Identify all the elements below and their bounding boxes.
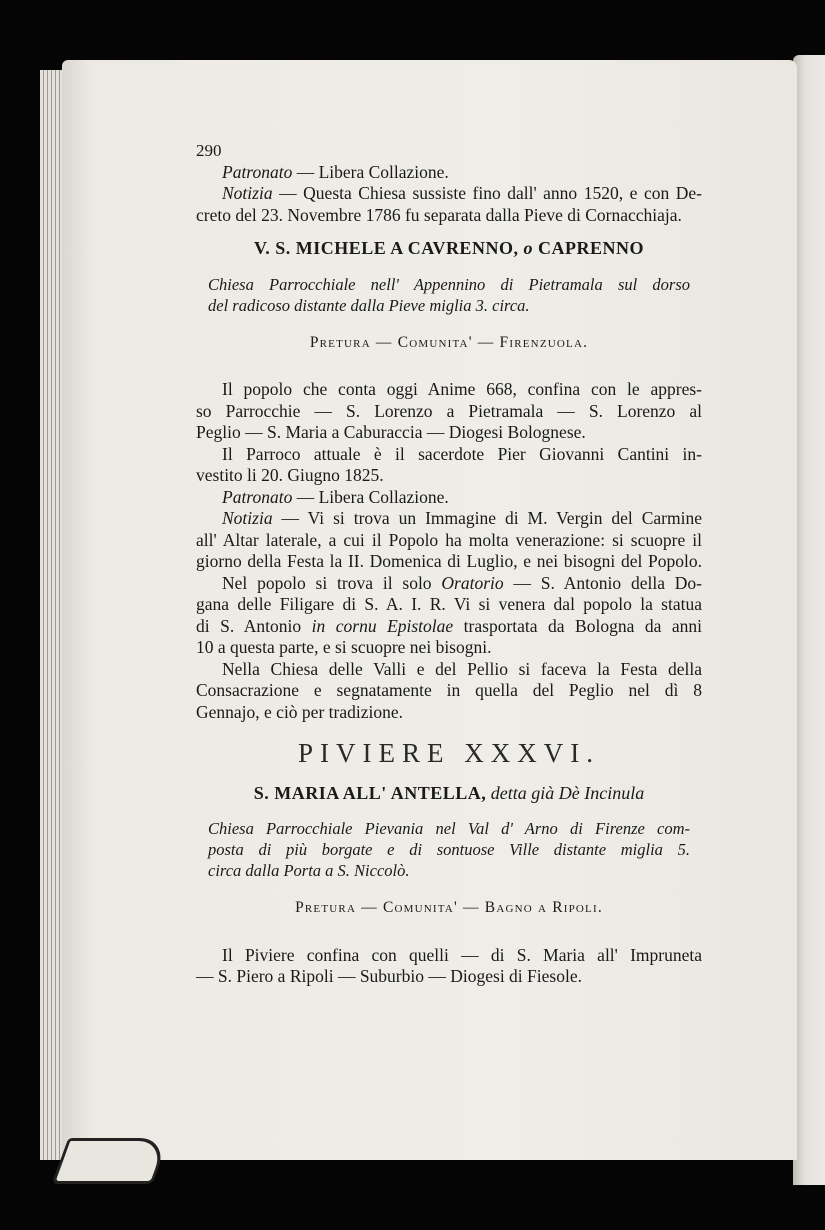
text-span: di S. Antonio	[196, 615, 312, 636]
page-number: 290	[196, 141, 222, 160]
text-line: Il popolo che conta oggi Anime 668, confina con le appres-	[222, 379, 702, 399]
title-main: V. S. MICHELE A CAVRENNO,	[254, 238, 519, 258]
church-description	[196, 818, 702, 881]
title-sep: o	[523, 238, 533, 258]
text-span: trasportata da Bologna da anni	[453, 615, 702, 636]
text-span: Nel popolo si trova il solo	[222, 572, 442, 593]
title-end: CAPRENNO	[537, 238, 644, 258]
desc-line: circa dalla Porta a S. Niccolò.	[208, 861, 410, 880]
text-line: Nella Chiesa delle Valli e del Pellio si faceva la Festa della	[222, 658, 702, 679]
notizia-label: Notizia	[222, 508, 273, 528]
top-notizia-line1	[196, 183, 702, 205]
section-title-s-maria	[196, 783, 702, 805]
notizia-text: — Vi si trova un Immagine di M. Vergin del Carmine	[272, 508, 702, 528]
admin-line: Pretura — Comunita' — Bagno a Ripoli.	[295, 899, 603, 916]
page-corner-tab	[52, 1138, 170, 1184]
church-description	[196, 274, 702, 316]
section-title-s-michele	[196, 238, 702, 260]
italic-term: Oratorio	[441, 572, 504, 593]
top-patronato	[196, 162, 702, 184]
facing-page-edge	[793, 55, 825, 1185]
desc-line: Chiesa Parrocchiale Pievania nel Val d' Arno di Firenze com-	[208, 819, 690, 838]
text-span: — S. Antonio della Do-	[503, 572, 703, 593]
patronato-label: Patronato	[222, 486, 293, 507]
text-line: Consacrazione e segnatamente in quella del Peglio nel dì 8	[196, 680, 702, 700]
text-line	[196, 616, 702, 638]
page-content	[196, 140, 702, 988]
patronato-line	[196, 487, 702, 509]
piviere-heading: PIVIERE XXXVI.	[298, 738, 600, 768]
admin-line: Pretura — Comunita' — Firenzuola.	[309, 333, 589, 351]
patronato-text: — Libera Collazione.	[292, 486, 449, 507]
text-line: giorno della Festa la II. Domenica di Luglio, e nei bisogni del Popolo.	[196, 551, 702, 571]
text-line: Il Parroco attuale è il sacerdote Pier Giovanni Cantini in-	[222, 443, 702, 464]
notizia-line	[196, 508, 702, 530]
text-line: 10 a questa parte, e si scuopre nei bisogni.	[196, 637, 492, 657]
patronato-text: — Libera Collazione.	[292, 161, 449, 182]
top-notizia-line2: creto del 23. Novembre 1786 fu separata dalla Pieve di Cornacchiaja.	[196, 204, 682, 225]
notizia-text: — Questa Chiesa sussiste fino dall' anno 1520, e con De-	[272, 183, 702, 203]
text-line: — S. Piero a Ripoli — Suburbio — Diogesi di Fiesole.	[196, 966, 582, 986]
text-line: gana delle Filigare di S. A. I. R. Vi si venera dal popolo la statua	[196, 594, 702, 614]
text-line: vestito li 20. Giugno 1825.	[196, 465, 384, 485]
title-main: S. MARIA ALL' ANTELLA,	[253, 782, 487, 803]
title-italic: detta già Dè Incinula	[490, 782, 645, 803]
desc-line: posta di più borgate e di sontuose Ville distante miglia 5.	[208, 840, 690, 859]
notizia-label: Notizia	[222, 183, 273, 203]
text-line: so Parrocchie — S. Lorenzo a Pietramala — S. Lorenzo al	[196, 400, 702, 421]
desc-line: Chiesa Parrocchiale nell' Appennino di Pietramala sul dorso	[208, 274, 690, 294]
text-line: Gennajo, e ciò per tradizione.	[196, 701, 403, 722]
patronato-label: Patronato	[222, 161, 293, 182]
italic-term: in cornu Epistolae	[311, 615, 454, 636]
text-line: Il Piviere confina con quelli — di S. Maria all' Impruneta	[222, 944, 702, 965]
text-line: Peglio — S. Maria a Caburaccia — Diogesi Bolognese.	[196, 422, 586, 442]
text-line: all' Altar laterale, a cui il Popolo ha molta venerazione: si scuopre il	[196, 529, 702, 550]
text-line	[196, 573, 702, 595]
desc-line: del radicoso distante dalla Pieve miglia 3. circa.	[208, 295, 530, 315]
